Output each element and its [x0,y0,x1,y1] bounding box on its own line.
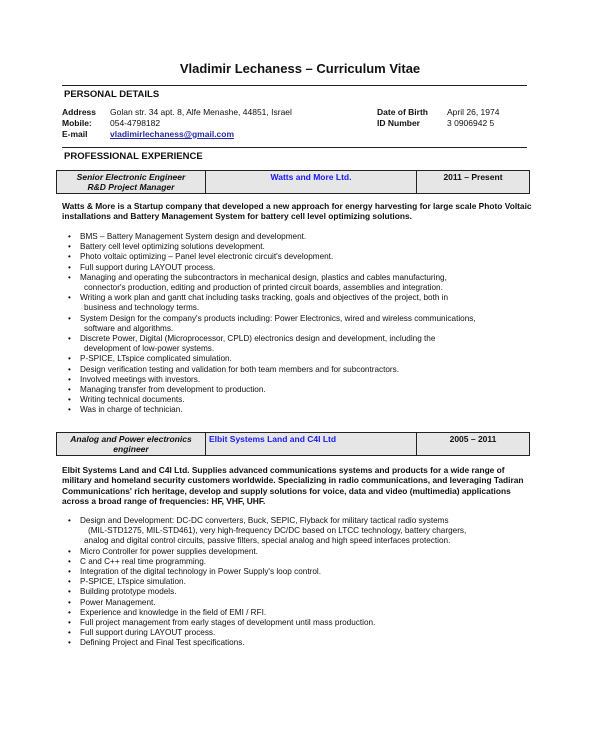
list-item [62,354,532,364]
list-item-text: P-SPICE, LTspice simulation. [80,577,186,587]
bullet-icon: • [68,405,71,415]
bullet-icon: • [68,262,71,272]
bullet-icon: • [68,354,71,364]
responsibilities-list [62,516,532,649]
list-item-text: Full support during LAYOUT process. [80,628,216,638]
role-line: Senior Electronic Engineer [76,172,186,182]
list-item-text: Battery cell level optimizing solutions development. [80,242,265,252]
job-company: Elbit Systems Land and C4I Ltd [206,433,417,456]
bullet-icon: • [68,607,71,617]
list-item-text: Experience and knowledge in the field of EMI / RFI. [80,607,267,617]
list-item-text: Building prototype models. [80,587,177,597]
list-item [62,608,532,618]
bullet-icon: • [68,597,71,607]
list-item-text: Writing a work plan and gantt chat including tasks tracking, goals and objectives of the project, both in [80,293,449,303]
list-item-text: Design and Development: DC-DC converters, Buck, SEPIC, Flyback for military tactical radio systems [80,516,449,525]
list-item [62,385,532,395]
list-item-text: Involved meetings with investors. [80,374,201,384]
list-item [62,395,532,405]
list-item-text: (MIL-STD1275, MIL-STD461), very high-frequency DC/DC based on LTCC technology, battery chargers, [88,526,467,536]
role-line: engineer [113,444,149,454]
list-item-text: connector's production, editing and production of printed circuit boards, assemblies and integration. [84,283,443,293]
list-item-text: Full project management from early stages of development until mass production. [80,618,376,628]
bullet-icon: • [68,587,71,597]
list-item [62,516,532,547]
dob-value: April 26, 1974 [447,107,500,117]
id-label: ID Number [377,118,420,128]
list-item [62,314,532,334]
bullet-icon: • [68,232,71,241]
list-item [62,577,532,587]
list-item [62,293,532,313]
job-period: 2011 – Present [417,171,530,194]
list-item [62,638,532,648]
bullet-icon: • [68,516,71,525]
list-item [62,618,532,628]
list-item-text: Was in charge of technician. [80,405,183,415]
list-item-text: Managing and operating the subcontractors in mechanical design, plastics and cables manufacturing, [80,272,447,282]
list-item-text: Defining Project and Final Test specifications. [80,638,245,648]
bullet-icon: • [68,374,71,384]
divider [62,147,527,148]
list-item [62,375,532,385]
job-role [57,433,206,456]
personal-details-heading: PERSONAL DETAILS [64,89,160,100]
list-item [62,405,532,415]
bullet-icon: • [68,364,71,374]
bullet-icon: • [68,385,71,395]
role-line: Analog and Power electronics [70,434,192,444]
address-value: Golan str. 34 apt. 8, Alfe Menashe, 44851, Israel [110,107,292,117]
mobile-label: Mobile: [62,118,92,128]
list-item [62,252,532,262]
dob-label: Date of Birth [377,107,428,117]
responsibilities-list [62,232,532,416]
list-item-text: Writing technical documents. [80,395,185,405]
list-item [62,273,532,293]
bullet-icon: • [68,577,71,587]
list-item [62,567,532,577]
email-label: E-mail [62,129,88,139]
bullet-icon: • [68,628,71,638]
id-value: 3 0906942 5 [447,118,495,128]
list-item [62,598,532,608]
bullet-icon: • [68,546,71,556]
mobile-value: 054-4798182 [110,118,161,128]
list-item [62,628,532,638]
list-item-text: Power Management. [80,597,156,607]
list-item [62,587,532,597]
job-header-table [56,432,530,456]
list-item-text: Managing transfer from development to production. [80,385,266,395]
job-role [57,171,206,194]
list-item-text: Micro Controller for power supplies development. [80,546,258,556]
list-item-text: development of low-power systems. [84,344,215,354]
company-description: Elbit Systems Land and C4I Ltd. Supplies advanced communications systems and products for a wide range of military and homeland security customers worldwide. Specializing in radio communications, and leveraging Tadiran Communications' rich heritage, develop and supply solutions for voice, data and video (multimedia) applications across a broad range of frequencies: HF, VHF, UHF. [62,465,524,506]
list-item-text: P-SPICE, LTspice complicated simulation. [80,354,232,364]
bullet-icon: • [68,252,71,262]
list-item [62,557,532,567]
list-item [62,232,532,242]
bullet-icon: • [68,242,71,252]
job-header-table [56,170,530,194]
list-item [62,242,532,252]
list-item-text: analog and digital control circuits, passive filters, special analog and high speed interfaces protection. [84,536,451,546]
list-item-text: Full support during LAYOUT process. [80,262,216,272]
list-item-text: Design verification testing and validation for both team members and for subcontractors. [80,364,400,374]
bullet-icon: • [68,618,71,628]
bullet-icon: • [68,313,71,323]
address-label: Address [62,107,97,117]
divider [62,85,527,86]
experience-heading: PROFESSIONAL EXPERIENCE [64,151,203,162]
bullet-icon: • [68,556,71,566]
list-item-text: C and C++ real time programming. [80,556,207,566]
bullet-icon: • [68,293,71,303]
bullet-icon: • [68,334,71,344]
list-item-text: BMS – Battery Management System design and development. [80,232,307,241]
company-description: Watts & More is a Startup company that developed a new approach for energy harvesting for large scale Photo Voltaic installations and Battery Management System for battery cell level optimizing solutions. [62,201,532,222]
job-company: Watts and More Ltd. [206,171,417,194]
bullet-icon: • [68,272,71,282]
bullet-icon: • [68,395,71,405]
bullet-icon: • [68,638,71,648]
page-title: Vladimir Lechaness – Curriculum Vitae [179,61,421,76]
list-item-text: Photo voltaic optimizing – Panel level electronic circuit's development. [80,252,334,262]
list-item-text: software and algorithms. [84,323,174,333]
list-item [62,365,532,375]
list-item [62,334,532,354]
list-item [62,547,532,557]
list-item [62,263,532,273]
list-item-text: Integration of the digital technology in Power Supply's loop control. [80,567,321,577]
job-period: 2005 – 2011 [417,433,530,456]
bullet-icon: • [68,567,71,577]
list-item-text: System Design for the company's products including: Power Electronics, wired and wireless communications, [80,313,476,323]
list-item-text: business and technology terms. [84,303,200,313]
email-link[interactable]: vladimirlechaness@gmail.com [110,129,235,139]
list-item-text: Discrete Power, Digital (Microprocessor, CPLD) electronics design and development, including the [80,334,436,344]
role-line: R&D Project Manager [87,182,175,192]
